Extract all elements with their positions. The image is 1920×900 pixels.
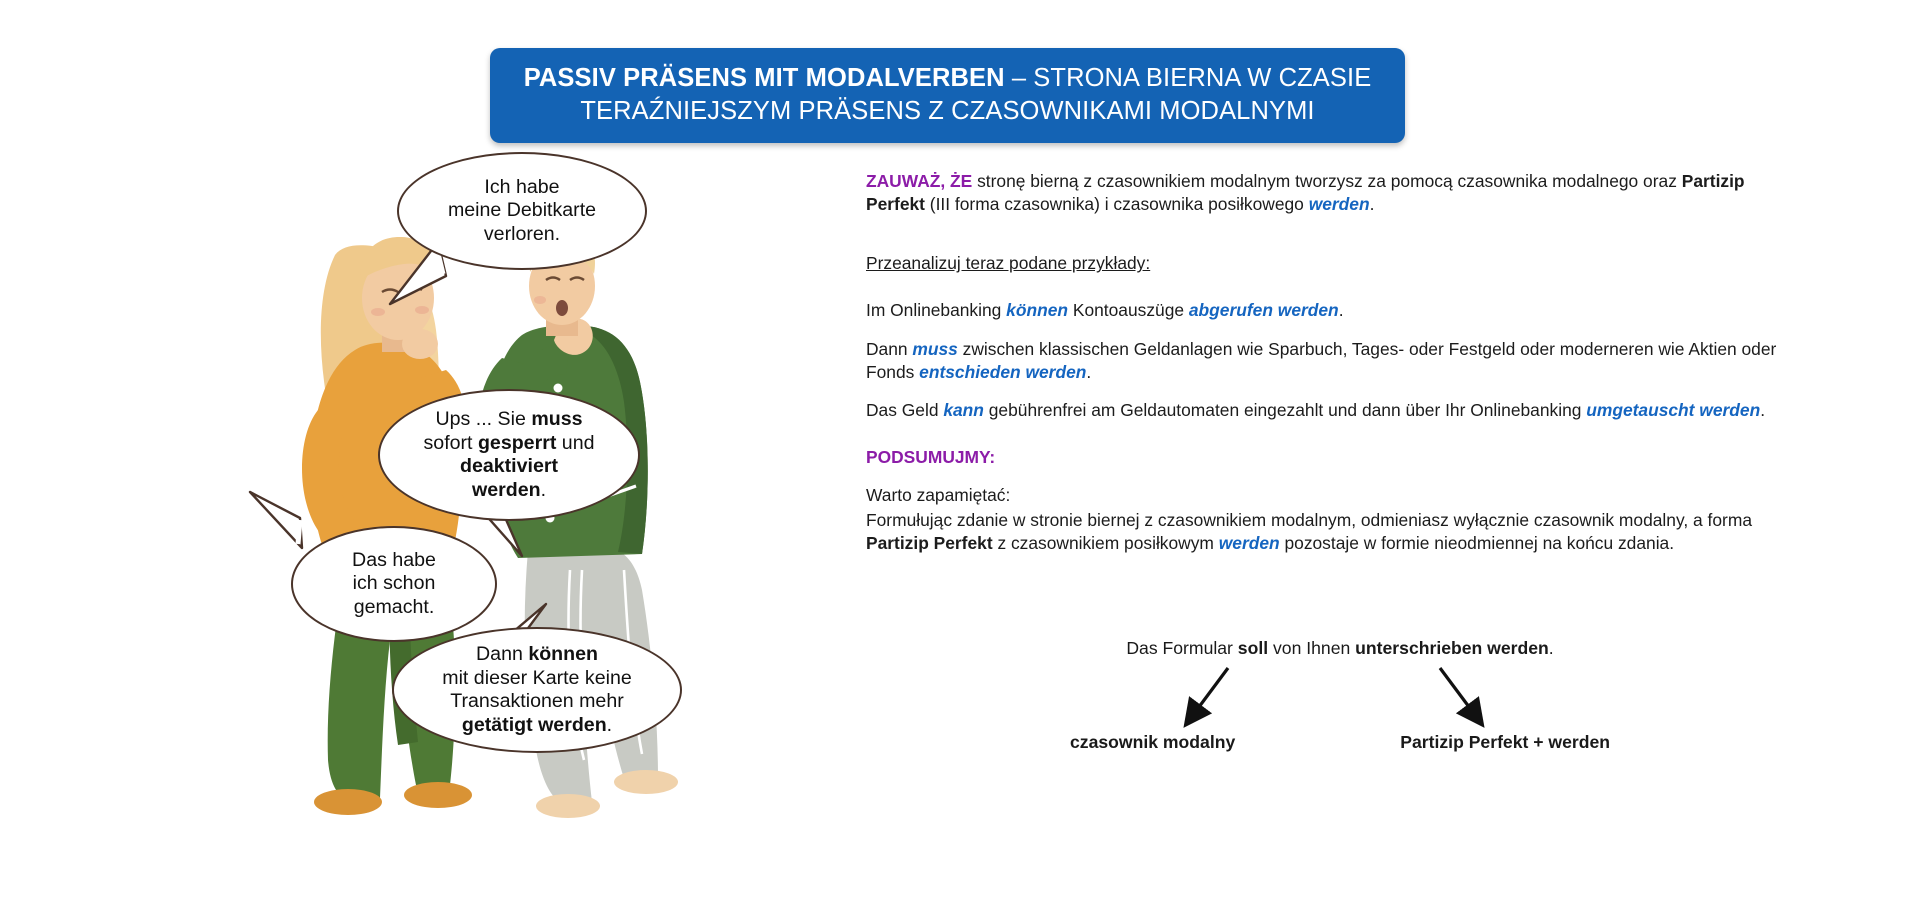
intro-text-b: (III forma czasownika) i czasownika posiłkowego — [924, 194, 1309, 215]
spacer — [866, 424, 1796, 446]
intro-lead: ZAUWAŻ, ŻE — [866, 171, 973, 191]
summary-heading: PODSUMUJMY: — [866, 446, 996, 467]
example-sentence-2: Dann muss zwischen klassischen Geldanlagen wie Sparbuch, Tages- oder Festgeld oder moderneren wie Aktien oder Fonds entschieden werden. — [866, 338, 1777, 382]
speech-bubble-lost-card-text: Ich habe meine Debitkarte verloren. — [447, 175, 597, 245]
examples-heading — [866, 252, 1796, 275]
lesson-content — [866, 170, 1796, 558]
example-sentence-3: Das Geld kann gebührenfrei am Geldautomaten eingezahlt und dann über Ihr Onlinebanking umgetauscht werden. — [866, 399, 1766, 420]
examples-heading-text: Przeanalizuj teraz podane przykłady: — [866, 253, 1151, 274]
speech-bubble-already-done — [291, 526, 497, 642]
intro-paragraph — [866, 170, 1796, 216]
page-title-bold: PASSIV PRÄSENS MIT MODALVERBEN — [523, 64, 1005, 92]
diagram-labels — [1060, 732, 1620, 753]
page-title — [516, 62, 1379, 127]
speech-bubble-lost-card — [397, 152, 647, 270]
example-breakdown-diagram — [1060, 638, 1620, 768]
speech-bubble-already-done-text: Das habe ich schon gemacht. — [352, 548, 436, 618]
summary-body-a: Formułując zdanie w stronie biernej z czasownikiem modalnym, odmieniasz wyłącznie czasownik modalny, a forma — [866, 510, 1752, 531]
spacer — [866, 386, 1796, 399]
speech-bubble-block-card — [378, 389, 640, 521]
speech-bubble-block-card-text: Ups ... Sie muss sofort gesperrt und deaktiviert werden. — [423, 408, 595, 501]
spacer — [866, 218, 1796, 252]
summary-body-b: z czasownikiem posiłkowym — [992, 533, 1219, 554]
summary-bold-a: Partizip Perfekt — [866, 533, 993, 554]
diagram-label-left: czasownik modalny — [1070, 732, 1236, 752]
summary-blue-a: werden — [1218, 533, 1280, 554]
spacer — [866, 325, 1796, 338]
summary-body-c: pozostaje w formie nieodmiennej na końcu zdania. — [1279, 533, 1675, 554]
example-sentence-1: Im Onlinebanking können Kontoauszüge abgerufen werden. — [866, 300, 1344, 321]
arrow-left — [1193, 668, 1228, 715]
bubble-tail-3 — [242, 478, 322, 558]
intro-blue-a: werden — [1308, 194, 1370, 215]
intro-text-a: stronę bierną z czasownikiem modalnym tworzysz za pomocą czasownika modalnego oraz — [972, 171, 1682, 191]
summary-line-1: Warto zapamiętać: — [866, 485, 1011, 506]
speech-bubble-no-transactions-text: Dann können mit dieser Karte keine Transaktionen mehr getätigt werden. — [442, 643, 632, 736]
speech-bubble-no-transactions — [392, 627, 682, 753]
page-title-banner — [490, 48, 1405, 143]
arrow-right — [1440, 668, 1475, 715]
summary-body — [866, 509, 1796, 555]
diagram-label-right: Partizip Perfekt + werden — [1400, 732, 1610, 752]
page-title-line2: TERAŹNIEJSZYM PRÄSENS Z CZASOWNIKAMI MODALNYMI — [580, 96, 1315, 125]
spacer — [866, 277, 1796, 299]
page-title-rest: – STRONA BIERNA W CZASIE — [1004, 64, 1372, 92]
diagram-sentence: Das Formular soll von Ihnen unterschrieben werden. — [1126, 638, 1554, 658]
intro-text-c: . — [1369, 194, 1375, 215]
spacer — [866, 471, 1796, 484]
intro-bold-a: Partizip Perfekt — [866, 171, 1745, 215]
